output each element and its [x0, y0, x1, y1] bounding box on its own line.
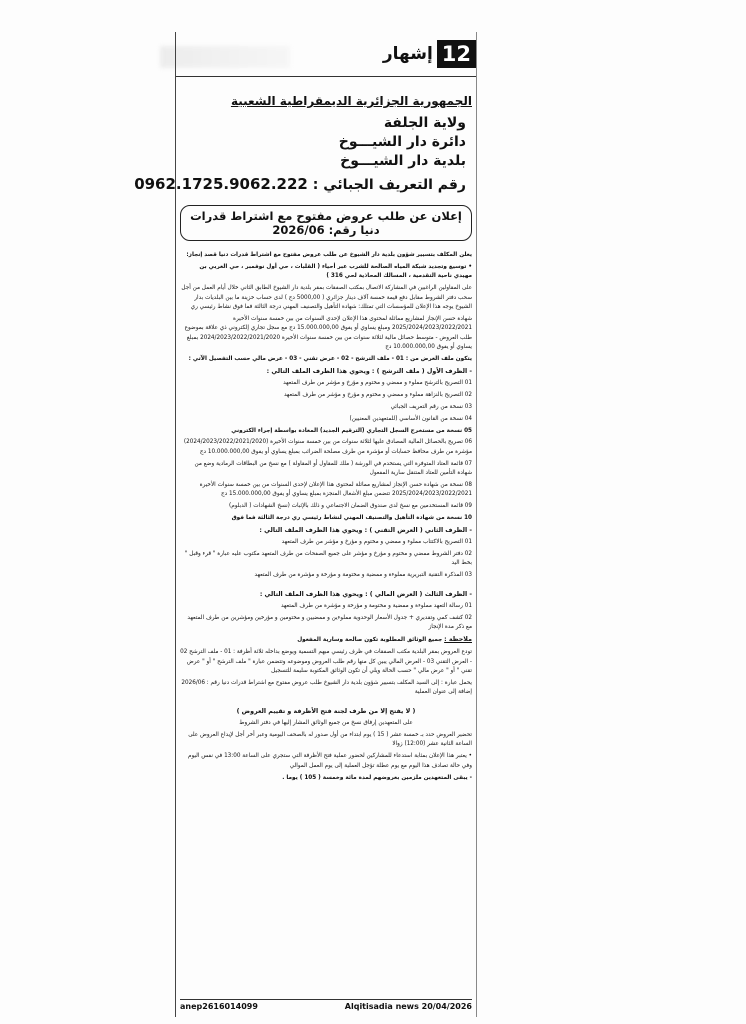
list-item: 01 رسالة التعهد مملوءة و ممضية و مختومة و مؤرخة و مؤشرة من طرف المتعهد: [280, 603, 472, 610]
section-header: [383, 40, 476, 68]
note-text: جميع الوثائق المطلوبة تكون صالحة وسارية المفعول: [297, 637, 443, 644]
envelope-label-paragraph: يحمل عبارة : إلى السيد المكلف بتسيير شؤون بلدية دار الشيوخ طلب عروض مفتوح مع اشتراط قدرات دنيا رقم : 2026/06 إضافة إلى عنوان العملية: [181, 679, 472, 696]
envelope-3-title: - الظرف الثالث ( العرض المالي ) : ويحوي هذا الظرف الملف التالي :: [259, 591, 472, 599]
newspaper-page: [134, 32, 477, 1017]
anep-reference: anep2616014099: [180, 1002, 258, 1011]
tax-id-label: رقم التعريف الجبائي :: [312, 177, 466, 193]
header-rule: [176, 76, 476, 77]
list-item: 02 كشف كمي وتقديري + جدول الأسعار الوحدوية مملوءين و ممضيين و مختومين و مؤرخين ومؤشرين من طرف المتعهد مع ذكر مدة الإنجاز: [187, 615, 472, 631]
tender-notice: [134, 94, 472, 786]
list-item: 06 تصريح بالحصائل المالية المصادق عليها لثلاثة سنوات من بين خمسة سنوات الأخيرة (2024/2023/2022/2021/2020) مؤشرة من طرف محافظ حسابات أو مؤشرة من طرف مصلحة الضرائب بمبلغ يساوي أو يفوق 10.000.000,00 دج: [183, 439, 472, 455]
list-item: 10 نسخة من شهادة التأهيل والتصنيف المهني لنشاط رئيسي ري درجة الثالثة فما فوق: [231, 515, 472, 522]
list-item: 02 دفتر الشروط ممضي و مختوم و مؤرخ و مؤشر على جميع الصفحات من طرف المتعهد مكتوب عليه عبارة " قرء وقبل " بخط اليد: [184, 550, 472, 567]
list-item: 02 التصريح بالنزاهة مملوء و ممضي و مختوم و مؤرخ و مؤشر من طرف المتعهد: [283, 391, 472, 398]
submission-paragraph: تودع العروض بمقر البلدية مكتب الصفقات في ظرف رئيسي مبهم التسمية ويوضع بداخله ثلاثة أظرفة : 01 - ملف الترشح 02 - العرض التقني 03 - العرض المالي يبين كل منها رقم طلب العروض وموضوعه وتتضمن عبارة " ملف الترشح " أو " عرض تقني " أو " عرض مالي " حسب الحالة ويلي أن تكون الوثائق المكتوبة سليمة للتسجيل: [180, 649, 472, 675]
list-item: 01 التصريح بالترشح مملوء و ممضي و مختوم و مؤرخ و مؤشر من طرف المتعهد: [283, 379, 472, 386]
newspaper-date: Alqitisadia news 20/04/2026: [344, 1002, 472, 1011]
list-item: 05 نسخة من مستخرج السجل التجاري (الترقيم الجديد) المعادة بواسطة إجراء الكتروني: [231, 427, 472, 434]
notice-title: إعلان عن طلب عروض مفتوح مع اشتراط قدرات دنيا رقم: 2026/06: [180, 205, 472, 241]
requirements-paragraph: شهادة حسن الإنجاز لمشاريع مماثلة لمحتوى هذا الإعلان لإحدى السنوات من بين خمسة سنوات الأخيرة 2025/2024/2023/2022/2021 ومبلغ يساوي أو يفوق 15.000.000,00 دج مع سجل تجاري إلكتروني ذي علاقة بموضوع طلب العروض - متوسط حصائل مالية لثلاثة سنوات من بين خمسة سنوات الأخيرة 2024/2023/2022/2021/2020 بمبلغ يساوي أو يفوق 10.000.000,00 دج: [184, 315, 472, 351]
project-description: • توسيع وتجديد شبكة المياه الصالحة للشرب عبر أحياء ( القلبات ، حي أول نوفمبر ، حي العربي بن مهيدي ناحية التقدمية ، المسالك المحاذية لحي 316 ): [199, 263, 472, 280]
envelope-1-title: - الظرف الأول ( ملف الترشح ) : ويحوي هذا الظرف الملف التالي :: [266, 367, 472, 375]
list-item: 04 نسخة من القانون الأساسي (للمتعهدين المعنيين): [349, 415, 472, 422]
note-label: ملاحظة :: [444, 636, 472, 644]
intro-paragraph: يعلن المكلف بتسيير شؤون بلدية دار الشيوخ عن طلب عروض مفتوح مع اشتراط قدرات دنيا قصد إنجاز:: [186, 252, 472, 258]
page-number: 12: [437, 40, 476, 68]
opening-paragraph: • يعتبر هذا الإعلان بمثابة استدعاء للمشاركين لحضور عملية فتح الأظرفة التي ستجري على الساعة 13:00 في نفس اليوم وفي حالة تصادف هذا اليوم مع يوم عطلة تؤجل العملية إلى يوم العمل الموالي: [187, 753, 472, 769]
documents-paragraph: على المتعهدين إرفاق نسخ من جميع الوثائق المشار إليها في دفتر الشروط: [239, 720, 413, 727]
do-not-open-notice: ( لا يفتح إلا من طرف لجنة فتح الأظرفة و تقييم العروض ): [236, 708, 416, 716]
validity-paragraph: - يبقى المتعهدين ملزمين بعروضهم لمدة مائة وخمسة ( 105 ) يوما .: [282, 774, 472, 781]
section-label: إشهار: [382, 44, 433, 64]
list-item: 03 نسخة من رقم التعريف الجبائي: [390, 403, 472, 410]
page-footer: [180, 999, 472, 1011]
eligibility-paragraph: على المقاولين الراغبين في المشاركة الاتصال بمكتب الصفقات بمقر بلدية دار الشيوخ الطابق الثاني خلال أيام العمل من أجل سحب دفتر الشروط مقابل دفع قيمة خمسة آلاف دينار جزائري ( 5000,00 دج ) لدى حساب خزينة ما بين البلديات بدار الشيوخ يوجه هذا الإعلان للمؤسسات التي تمتلك: شهادة التأهيل والتصنيف المهني درجة الثالثة فما فوق نشاط رئيسي ري: [181, 285, 472, 311]
republic-title: الجمهورية الجزائرية الديمقراطية الشعبية: [230, 94, 472, 108]
list-item: 03 المذكرة التقنية التبريرية مملوءة و ممضية و مختومة و مؤرخة و مؤشرة من طرف المتعهد: [254, 572, 472, 579]
tax-id: [134, 175, 466, 193]
list-item: 07 قائمة العتاد المتوفرة التي يستخدم في الورشة ( ملك للمقاول أو المقاولة ) مع نسخ من البطاقات الرمادية وضع من شهادة التأمين للعتاد المتنقل سارية المفعول: [194, 460, 472, 477]
tax-id-value: 0962.1725.9062.222: [134, 175, 308, 193]
list-item: 01 التصريح بالاكتتاب مملوء و ممضي و مختوم و مؤرخ و مؤشر من طرف المتعهد: [281, 539, 472, 546]
notice-body: [180, 251, 472, 783]
list-item: 08 نسخة من شهادة حسن الإنجاز لمشاريع مماثلة لمحتوى هذا الإعلان لإحدى السنوات من بين خمسة سنوات الأخيرة 2025/2024/2023/2022/2021 تتضمن مبلغ الأشغال المنجزة بمبلغ يساوي أو يفوق 15.000.000,00 دج: [199, 482, 472, 498]
offer-composition: يتكون ملف العرض من : 01 - ملف الترشح - 02 - عرض تقني - 03 - عرض مالي حسب التفصيل الآتي :: [188, 356, 472, 363]
envelope-2-title: - الظرف الثاني ( العرض التقني ) : ويحوي هذا الظرف الملف التالي :: [259, 527, 472, 535]
note: [180, 635, 472, 645]
commune-name: بلدية دار الشيـــوخ: [340, 153, 466, 169]
daira-name: دائرة دار الشيـــوخ: [338, 134, 466, 150]
wilaya-name: ولاية الجلفة: [383, 115, 466, 131]
list-item: 09 قائمة المستخدمين مع نسخ لدى صندوق الضمان الاجتماعي و ذلك بالإثبات (نسخ الشهادات ( الدبلوم): [229, 503, 472, 510]
deadline-paragraph: تحضير العروض حدد بـ خمسة عشر ( 15 ) يوم ابتداء من أول صدور له بالصحف اليومية وعبر أخر أجل لإيداع العروض على الساعة الثانية عشر (12:00) زوالا: [188, 732, 472, 748]
